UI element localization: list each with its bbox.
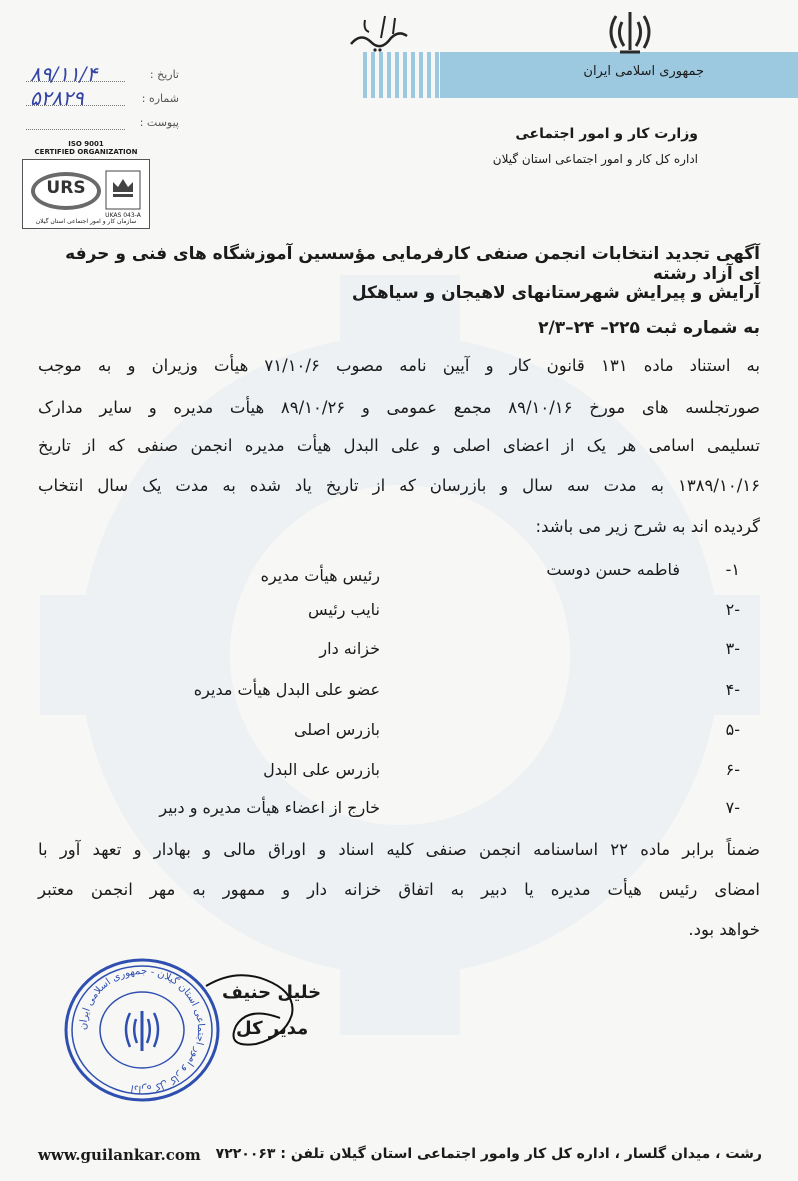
meta-number <box>22 88 187 112</box>
member-number: -۴ <box>725 680 740 699</box>
country-name: جمهوری اسلامی ایران <box>583 64 704 79</box>
member-number: ۱- <box>725 560 740 579</box>
notice-title-line-3: به شماره ثبت ۲۲۵– ۲۴–۲/۳ <box>538 318 760 338</box>
member-number: -۷ <box>725 798 740 817</box>
member-role: خارج از اعضاء هیأت مدیره و دبیر <box>159 798 380 817</box>
iso-subtitle: CERTIFIED ORGANIZATION <box>34 148 138 156</box>
member-role: بازرس اصلی <box>293 720 380 739</box>
footer-address: رشت ، میدان گلسار ، اداره کل کار وامور اجتماعی استان گیلان تلفن : ۷۲۲۰۰۶۳ <box>215 1146 762 1162</box>
iso-title: ISO 9001 <box>68 140 104 148</box>
closing-line-1: ضمناً برابر ماده ۲۲ اساسنامه انجمن صنفی کلیه اسناد و اوراق مالی و بهادار و تعهد آور با <box>38 840 760 859</box>
member-number: -۲ <box>725 600 740 619</box>
letter-meta <box>22 64 187 136</box>
body-line-5: گردیده اند به شرح زیر می باشد: <box>535 517 760 536</box>
closing-line-2: امضای رئیس هیأت مدیره یا دبیر به اتفاق خزانه دار و ممهور به مهر انجمن معتبر <box>38 880 760 899</box>
urs-logo-text: URS <box>46 178 86 198</box>
ministry-name: وزارت کار و امور اجتماعی <box>515 126 698 142</box>
iso-certification <box>22 140 150 229</box>
date-label: تاریخ : <box>149 68 179 81</box>
member-role: رئیس هیأت مدیره <box>260 566 380 585</box>
notice-title-line-2: آرایش و پیرایش شهرستانهای لاهیجان و سیاهکل <box>351 283 760 303</box>
number-label: شماره : <box>141 92 179 105</box>
ukas-code: 043-A <box>123 212 141 219</box>
signer-title: مدیر کل <box>236 1018 309 1039</box>
ukas-label: UKAS <box>105 212 122 219</box>
meta-attachment <box>22 112 187 136</box>
ukas-crown-icon <box>105 170 141 210</box>
footer-website-link[interactable]: www.guilankar.com <box>38 1146 201 1164</box>
attachment-label: پیوست : <box>139 116 179 129</box>
motto-calligraphy <box>345 8 415 56</box>
member-number: -۳ <box>725 639 740 658</box>
certification-logos <box>22 159 150 229</box>
stamp-text: اداره کل کار و امور اجتماعی استان گیلان - جمهوری اسلامی ایران <box>77 965 207 1095</box>
iso-caption: سازمان کار و امور اجتماعی استان گیلان <box>35 218 137 225</box>
body-line-1: به استناد ماده ۱۳۱ قانون کار و آیین نامه مصوب ۷۱/۱۰/۶ هیأت وزیران و به موجب <box>38 356 760 375</box>
body-line-3: تسلیمی اسامی هر یک از اعضای اصلی و علی البدل هیأت مدیره انجمن صنفی که از تاریخ <box>38 436 760 455</box>
closing-line-3: خواهد بود. <box>688 920 760 939</box>
member-role: بازرس علی البدل <box>263 760 380 779</box>
body-line-4: ۱۳۸۹/۱۰/۱۶ به مدت سه سال و بازرسان که از تاریخ یاد شده به مدت یک سال انتخاب <box>38 476 760 495</box>
handwritten-signature <box>196 966 316 1056</box>
number-value: ۵۲۸۲۹ <box>30 86 84 110</box>
date-value: ۸۹/۱۱/۴ <box>30 62 98 86</box>
department-name: اداره کل کار و امور اجتماعی استان گیلان <box>492 152 698 166</box>
notice-title-line-1: آگهی تجدید انتخابات انجمن صنفی کارفرمایی مؤسسین آموزشگاه های فنی و حرفه ای آزاد رشته <box>65 244 760 284</box>
iran-emblem-icon <box>602 8 658 58</box>
meta-date <box>22 64 187 88</box>
signer-name: خلیل حنیف <box>222 982 322 1003</box>
member-role: نایب رئیس <box>308 600 380 619</box>
member-role: خزانه دار <box>319 639 380 658</box>
member-role: عضو علی البدل هیأت مدیره <box>193 680 380 699</box>
body-line-2: صورتجلسه های مورخ ۸۹/۱۰/۱۶ مجمع عمومی و ۸۹/۱۰/۲۶ هیأت مدیره و سایر مدارک <box>38 398 760 417</box>
member-name: فاطمه حسن دوست <box>546 560 680 579</box>
member-number: -۵ <box>725 720 740 739</box>
member-number: -۶ <box>725 760 740 779</box>
header-band-stripes <box>363 52 443 98</box>
